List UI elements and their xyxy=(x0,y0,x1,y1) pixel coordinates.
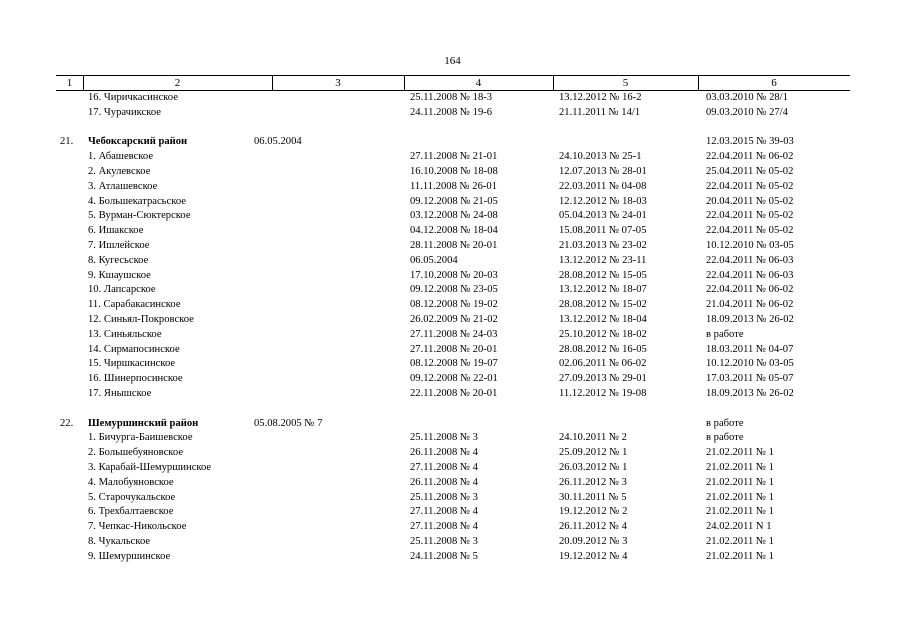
settlement-name: 17. Янышское xyxy=(88,387,152,399)
column-header-2: 2 xyxy=(174,77,181,89)
cell-col6: 17.03.2011 № 05-07 xyxy=(706,373,794,385)
table-row xyxy=(0,224,905,239)
table-row xyxy=(0,150,905,165)
table-header xyxy=(56,75,850,91)
cell-col6: 22.04.2011 № 06-02 xyxy=(706,284,794,296)
cell-col4: 26.11.2008 № 4 xyxy=(410,476,478,488)
cell-col5: 28.08.2012 № 16-05 xyxy=(559,343,647,355)
cell-col4: 27.11.2008 № 24-03 xyxy=(410,328,498,340)
settlement-name: 13. Синьяльское xyxy=(88,328,162,340)
cell-col4: 09.12.2008 № 21-05 xyxy=(410,195,498,207)
settlement-name: 1. Абашевское xyxy=(88,151,154,163)
cell-col5: 13.12.2012 № 23-11 xyxy=(559,254,647,266)
table-row xyxy=(0,298,905,313)
cell-col4: 25.11.2008 № 3 xyxy=(410,432,478,444)
cell-col5: 05.04.2013 № 24-01 xyxy=(559,210,647,222)
table-row xyxy=(0,535,905,550)
column-header-1: 1 xyxy=(66,77,73,89)
page-number: 164 xyxy=(444,55,461,67)
cell-col6: 21.02.2011 № 1 xyxy=(706,506,774,518)
settlement-name: 16. Шинерпосинское xyxy=(88,373,183,385)
cell-col4: 09.12.2008 № 23-05 xyxy=(410,284,498,296)
cell-col6: 10.12.2010 № 03-05 xyxy=(706,358,794,370)
cell-col5: 26.11.2012 № 4 xyxy=(559,521,627,533)
cell-col6: 09.03.2010 № 27/4 xyxy=(706,106,788,118)
cell-col5: 02.06.2011 № 06-02 xyxy=(559,358,647,370)
table-row xyxy=(0,283,905,298)
settlement-name: 14. Сирмапосинское xyxy=(88,343,180,355)
spacer-row xyxy=(0,121,905,136)
cell-col4: 26.02.2009 № 21-02 xyxy=(410,313,498,325)
cell-col5: 15.08.2011 № 07-05 xyxy=(559,225,647,237)
table-row xyxy=(0,476,905,491)
settlement-name: 5. Старочукальское xyxy=(88,491,176,503)
cell-col6: 22.04.2011 № 06-02 xyxy=(706,151,794,163)
cell-col5: 22.03.2011 № 04-08 xyxy=(559,180,647,192)
settlement-name: 1. Бичурга-Баишевское xyxy=(88,432,193,444)
cell-col5: 12.07.2013 № 28-01 xyxy=(559,165,647,177)
district-date: 05.08.2005 № 7 xyxy=(254,417,323,429)
column-header-5: 5 xyxy=(622,77,629,89)
cell-col6: 21.02.2011 № 1 xyxy=(706,476,774,488)
table-row xyxy=(0,387,905,402)
district-name: Шемуршинский район xyxy=(88,417,199,429)
cell-col6: 20.04.2011 № 05-02 xyxy=(706,195,794,207)
cell-col4: 06.05.2004 xyxy=(410,254,458,266)
cell-col5: 19.12.2012 № 2 xyxy=(559,506,628,518)
settlement-name: 16. Чиричкасинское xyxy=(88,92,178,103)
cell-col4: 27.11.2008 № 20-01 xyxy=(410,343,498,355)
settlement-name: 3. Карабай-Шемуршинское xyxy=(88,461,212,473)
table-row xyxy=(0,165,905,180)
cell-col6: 21.02.2011 № 1 xyxy=(706,550,774,562)
cell-col5: 24.10.2013 № 25-1 xyxy=(559,151,642,163)
table-row xyxy=(0,446,905,461)
table-row xyxy=(0,372,905,387)
settlement-name: 8. Чукальское xyxy=(88,535,151,547)
column-header-3: 3 xyxy=(335,77,341,89)
cell-col5: 21.03.2013 № 23-02 xyxy=(559,239,647,251)
cell-col4: 08.12.2008 № 19-02 xyxy=(410,299,498,311)
cell-col4: 25.11.2008 № 3 xyxy=(410,535,478,547)
cell-col5: 19.12.2012 № 4 xyxy=(559,550,628,562)
cell-col5: 25.09.2012 № 1 xyxy=(559,447,628,459)
cell-col5: 20.09.2012 № 3 xyxy=(559,535,628,547)
cell-col6: 22.04.2011 № 05-02 xyxy=(706,180,794,192)
cell-col5: 24.10.2011 № 2 xyxy=(559,432,627,444)
spacer-row xyxy=(0,402,905,417)
cell-col6: в работе xyxy=(706,432,744,444)
row-number: 21. xyxy=(60,136,74,148)
table-row xyxy=(0,505,905,520)
cell-col6: в работе xyxy=(706,417,744,429)
cell-col5: 13.12.2012 № 18-07 xyxy=(559,284,647,296)
cell-col6: 24.02.2011 N 1 xyxy=(706,521,772,533)
cell-col6: 22.04.2011 № 05-02 xyxy=(706,225,794,237)
cell-col5: 12.12.2012 № 18-03 xyxy=(559,195,647,207)
settlement-name: 6. Трехбалтаевское xyxy=(88,506,174,518)
table-row xyxy=(0,461,905,476)
cell-col5: 26.11.2012 № 3 xyxy=(559,476,627,488)
settlement-name: 2. Акулевское xyxy=(88,165,151,177)
cell-col5: 21.11.2011 № 14/1 xyxy=(559,106,641,118)
table-row xyxy=(0,550,905,565)
table-row xyxy=(0,239,905,254)
row-number: 22. xyxy=(60,417,74,429)
cell-col5: 28.08.2012 № 15-05 xyxy=(559,269,647,281)
cell-col4: 17.10.2008 № 20-03 xyxy=(410,269,498,281)
cell-col6: 18.09.2013 № 26-02 xyxy=(706,387,794,399)
cell-col5: 13.12.2012 № 18-04 xyxy=(559,313,647,325)
settlement-name: 8. Кугесьское xyxy=(88,254,149,266)
cell-col4: 27.11.2008 № 4 xyxy=(410,521,478,533)
cell-col6: 25.04.2011 № 05-02 xyxy=(706,165,794,177)
settlement-name: 17. Чурачикское xyxy=(88,106,161,118)
cell-col6: 03.03.2010 № 28/1 xyxy=(706,92,788,103)
cell-col4: 25.11.2008 № 18-3 xyxy=(410,92,493,103)
cell-col6: 21.02.2011 № 1 xyxy=(706,447,774,459)
cell-col4: 27.11.2008 № 21-01 xyxy=(410,151,498,163)
settlement-name: 4. Большекатрасьское xyxy=(88,195,186,207)
settlement-name: 9. Шемуршинское xyxy=(88,550,171,562)
cell-col4: 24.11.2008 № 19-6 xyxy=(410,106,493,118)
settlement-name: 12. Синьял-Покровское xyxy=(88,313,194,325)
column-header-4: 4 xyxy=(475,77,482,89)
settlement-name: 5. Вурман-Сюктерское xyxy=(88,210,191,222)
settlement-name: 9. Кшаушское xyxy=(88,269,151,281)
table-row xyxy=(0,313,905,328)
cell-col4: 26.11.2008 № 4 xyxy=(410,447,478,459)
table-row xyxy=(0,254,905,269)
column-header-6: 6 xyxy=(771,77,777,89)
cell-col5: 26.03.2012 № 1 xyxy=(559,461,628,473)
cell-col4: 16.10.2008 № 18-08 xyxy=(410,165,498,177)
cell-col4: 03.12.2008 № 24-08 xyxy=(410,210,498,222)
cell-col4: 11.11.2008 № 26-01 xyxy=(410,180,498,192)
table-row xyxy=(0,357,905,372)
cell-col6: в работе xyxy=(706,328,744,340)
cell-col5: 13.12.2012 № 16-2 xyxy=(559,92,642,103)
cell-col4: 27.11.2008 № 4 xyxy=(410,461,478,473)
cell-col4: 24.11.2008 № 5 xyxy=(410,550,478,562)
cell-col6: 12.03.2015 № 39-03 xyxy=(706,136,794,148)
settlement-name: 15. Чиршкасинское xyxy=(88,358,176,370)
cell-col4: 08.12.2008 № 19-07 xyxy=(410,358,498,370)
table-row xyxy=(0,491,905,506)
cell-col4: 09.12.2008 № 22-01 xyxy=(410,373,498,385)
cell-col5: 27.09.2013 № 29-01 xyxy=(559,373,647,385)
settlement-name: 11. Сарабакасинское xyxy=(88,299,181,311)
district-date: 06.05.2004 xyxy=(254,136,302,148)
table-row xyxy=(0,269,905,284)
cell-col6: 18.03.2011 № 04-07 xyxy=(706,343,794,355)
cell-col4: 28.11.2008 № 20-01 xyxy=(410,239,498,251)
cell-col6: 22.04.2011 № 06-03 xyxy=(706,269,794,281)
settlement-name: 7. Ишлейское xyxy=(88,239,150,251)
cell-col6: 22.04.2011 № 05-02 xyxy=(706,210,794,222)
table-row xyxy=(0,343,905,358)
cell-col4: 25.11.2008 № 3 xyxy=(410,491,478,503)
cell-col6: 21.02.2011 № 1 xyxy=(706,535,774,547)
cell-col5: 30.11.2011 № 5 xyxy=(559,491,627,503)
table-row xyxy=(0,195,905,210)
table-body xyxy=(0,91,905,565)
cell-col5: 11.12.2012 № 19-08 xyxy=(559,387,647,399)
table-row xyxy=(0,328,905,343)
table-row xyxy=(0,209,905,224)
district-name: Чебоксарский район xyxy=(88,136,188,148)
table-row xyxy=(0,91,905,106)
settlement-name: 3. Атлашевское xyxy=(88,180,158,192)
cell-col6: 21.04.2011 № 06-02 xyxy=(706,299,794,311)
cell-col6: 21.02.2011 № 1 xyxy=(706,491,774,503)
cell-col6: 10.12.2010 № 03-05 xyxy=(706,239,794,251)
settlement-name: 10. Лапсарское xyxy=(88,284,156,296)
table-row xyxy=(0,431,905,446)
table-row xyxy=(0,520,905,535)
cell-col5: 28.08.2012 № 15-02 xyxy=(559,299,647,311)
cell-col4: 04.12.2008 № 18-04 xyxy=(410,225,498,237)
cell-col4: 27.11.2008 № 4 xyxy=(410,506,478,518)
table-row xyxy=(0,106,905,121)
settlement-name: 2. Большебуяновское xyxy=(88,447,184,459)
cell-col5: 25.10.2012 № 18-02 xyxy=(559,328,647,340)
settlement-name: 4. Малобуяновское xyxy=(88,476,174,488)
district-row xyxy=(0,135,905,150)
settlement-name: 7. Чепкас-Никольское xyxy=(88,521,187,533)
settlement-name: 6. Ишакское xyxy=(88,225,144,237)
cell-col4: 22.11.2008 № 20-01 xyxy=(410,387,498,399)
table-row xyxy=(0,180,905,195)
cell-col6: 18.09.2013 № 26-02 xyxy=(706,313,794,325)
district-row xyxy=(0,417,905,432)
cell-col6: 22.04.2011 № 06-03 xyxy=(706,254,794,266)
cell-col6: 21.02.2011 № 1 xyxy=(706,461,774,473)
